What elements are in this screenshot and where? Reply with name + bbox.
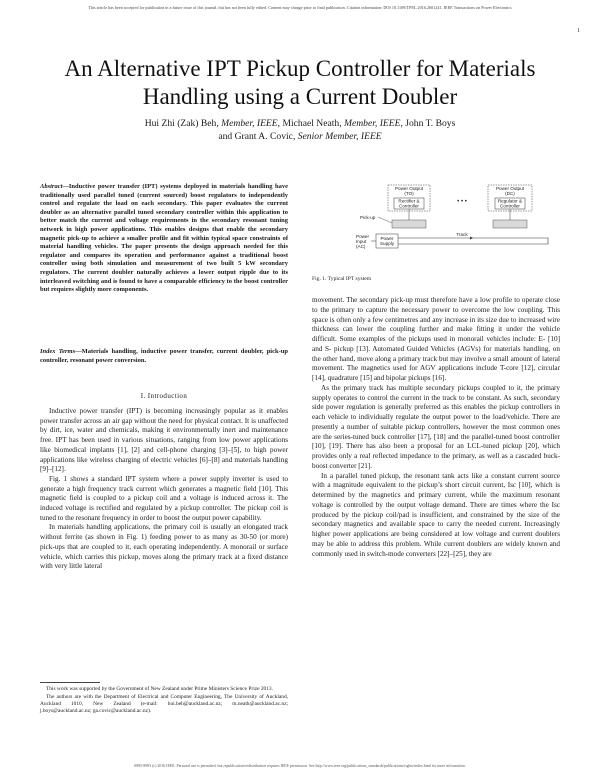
author-affiliation: Member, IEEE bbox=[344, 118, 401, 129]
author-text: , Michael Neath, bbox=[277, 118, 342, 129]
paragraph: As the primary track has multiple secondary pickups coupled to it, the primary supply operates to control the current in the track to be constant. As such, secondary side power regulation is generally preferred as this enables the pickup controllers in each vehicle to individually regulate the output power to the load/vehicle. There are presently a number of suitable pickup controllers, however the most common ones are the series-tuned buck controller [17], [18] and the parallel-tuned boost controller [10], [19]. There has also been a proposal for an LCL-tuned pickup [20], which provides only a real reflected impedance to the primary, as well as a cascaded buck-boost converter [21]. bbox=[312, 383, 560, 470]
diagram-label: Track bbox=[456, 232, 468, 237]
index-terms-text: —Materials handling, inductive power transfer, current doubler, pick-up controller, resonant power conversion. bbox=[40, 348, 289, 364]
footnote bbox=[40, 686, 288, 716]
paragraph: Inductive power transfer (IPT) is becoming increasingly popular as it enables power transfer across an air gap without the need for physical contact. It is unaffected by dirt, ice, water and chemicals, making it environmentally inert and maintenance free. IPT has been used in various situations, ranging from low power applications like biomedical implants [1], [2] and cell-phone charging [3]–[5], to high power applications like wireless charging of electric vehicles [6]–[8] and materials handling [9]–[12]. bbox=[40, 407, 288, 474]
diagram-label: (AC) bbox=[356, 244, 366, 249]
paragraph: Fig. 1 shows a standard IPT system where a power supply inverter is used to generate a high frequency track current which generates a magnetic field [10]. This magnetic field is coupled to a pickup coil and a voltage is induced across it. The induced voltage is rectified and regulated by a pickup controller. The pickup coil is tuned to the resonant frequency in order to boost the output power capability. bbox=[40, 474, 288, 522]
diagram-label: (DC) bbox=[505, 191, 515, 196]
left-column-body bbox=[40, 407, 288, 572]
diagram-label: Input bbox=[356, 239, 367, 244]
index-terms-lead: Index Terms bbox=[40, 348, 76, 355]
author-affiliation: Senior Member, IEEE bbox=[297, 131, 382, 142]
abstract-text: —Inductive power transfer (IPT) systems deployed in materials handling have traditionally used parallel tuned (current sourced) boost regulators to independently control and regulate the load on each secondary. This paper evaluates the current doubler as an alternative parallel tuned secondary controller within this application to better match the current and voltage requirements in the secondary resonant tuning network in high power applications. This enables designs that enable the secondary magnetic pick-up to achieve a smaller profile and fit within typical space constraints of material handling vehicles. The paper presents the design approach needed for this regulator and compares its operation and performance against a traditional boost controller using both simulation and measurement of two built 5 kW secondary regulators. The current doubler naturally achieves a lower output ripple due to its interleaved switching and is found to have a comparable efficiency to the boost controller but requires slightly more components. bbox=[40, 183, 288, 294]
ipt-system-diagram bbox=[312, 183, 560, 269]
diagram-label: Rectifier & bbox=[398, 198, 420, 204]
footnote-divider bbox=[40, 682, 100, 683]
diagram-label: Controller bbox=[500, 203, 520, 209]
diagram-label: Power bbox=[356, 234, 370, 239]
figure-caption: Fig. 1. Typical IPT system bbox=[312, 276, 372, 282]
paragraph: In materials handling applications, the primary coil is usually an elongated track without ferrite (as shown in Fig. 1) feeding power to as many as 30-50 (or more) pick-ups that are coupled to it, each operating independently. A monorail or surface vehicle, which carries this pickup, moves along the primary track at a fixed distance with very little lateral bbox=[40, 523, 288, 571]
footnote-funding: This work was supported by the Government of New Zealand under Prime Ministers Science Prize 2013. bbox=[46, 686, 273, 692]
author-text: Hui Zhi (Zak) Beh, bbox=[144, 118, 219, 129]
paragraph: In a parallel tuned pickup, the resonant tank acts like a constant current source with a magnitude equivalent to the pickup’s short circuit current, Isc [10], which is determined by the magnetics and primary current, while the maximum resonant voltage is controlled by the output voltage demand. There are times where the Isc produced by the pickup coil/pad is insufficient, and constrained by the size of the secondary magnetics and available space to carry the needed current. Increasingly higher power applications are being considered at low voltage and current doublers may be able to address this problem. While current doublers are widely known and commonly used in switch-mode converters [22]–[25], they are bbox=[312, 471, 560, 558]
diagram-label: Power Output bbox=[394, 186, 424, 191]
author-list bbox=[60, 117, 540, 143]
track-arrow-icon bbox=[470, 237, 473, 240]
author-affiliation: Member, IEEE bbox=[221, 118, 278, 129]
diagram-ellipsis: • • • bbox=[457, 199, 467, 205]
abstract bbox=[40, 183, 288, 295]
section-heading: I. Introduction bbox=[140, 392, 188, 400]
diagram-label: Supply bbox=[379, 241, 395, 246]
paragraph: movement. The secondary pick-up must therefore have a low profile to operate close to the primary to capture the necessary power to overcome the low coupling. This space is often only a few centimetres and any increase in its size due to increased wire thickness can lower the coupling further and make fitting it under the vehicle difficult. Some examples of the pickups used in monorail vehicles include: E- [10] and S- pickup [13]. Automated Guided Vehicles (AGVs) for materials handling, on the other hand, move along a primary track but may involve a small amount of lateral movement. The magnetics used for AGV applications include T-core [12], circular [14], quadrature [15] and bipolar pickups [16]. bbox=[312, 296, 560, 382]
pickup-coil-right bbox=[493, 220, 527, 228]
figure-ipt-system bbox=[312, 183, 560, 269]
primary-track bbox=[398, 238, 548, 244]
pickup-pointer bbox=[378, 217, 392, 223]
paper-title: An Alternative IPT Pickup Controller for Materials Handling using a Current Doubler bbox=[64, 56, 536, 109]
copyright-footer: 0885-8993 (c) 2016 IEEE. Personal use is permitted, but republication/redistribution requires IEEE permission. See http://www.ieee.org/publications_standards/publications/rights/index.html for more information. bbox=[134, 764, 466, 768]
footnote-affiliation: The authors are with the Department of Electrical and Computer Engineering, The University of Auckland, Auckland 1010, New Zealand (e-mail: hui.beh@auckland.ac.nz; m.neath@auckland.ac.nz; j.boys@auckland.ac.nz; ga.covic@auckland.ac.nz). bbox=[40, 694, 288, 714]
author-text: and Grant A. Covic, bbox=[218, 131, 296, 142]
journal-banner: This article has been accepted for publication in a future issue of this journal, but has not been fully edited. Content may change prior to final publication. Citation information: DOI 10.1109/TPEL.2016.2601241, IEEE Transactions on Power Electronics bbox=[88, 5, 512, 10]
abstract-lead: Abstract bbox=[40, 183, 63, 190]
diagram-label: Pick-up bbox=[360, 215, 376, 220]
diagram-label: (TO) bbox=[404, 191, 414, 196]
right-column-body bbox=[312, 296, 560, 559]
pickup-coil-left bbox=[392, 220, 426, 228]
diagram-label: Controller bbox=[399, 203, 419, 209]
index-terms bbox=[40, 348, 288, 365]
diagram-label: Regulator & bbox=[497, 198, 523, 204]
author-text: , John T. Boys bbox=[400, 118, 456, 129]
diagram-label: Power bbox=[380, 236, 394, 241]
page-number: 1 bbox=[577, 28, 580, 34]
diagram-label: Power Output bbox=[495, 186, 525, 191]
